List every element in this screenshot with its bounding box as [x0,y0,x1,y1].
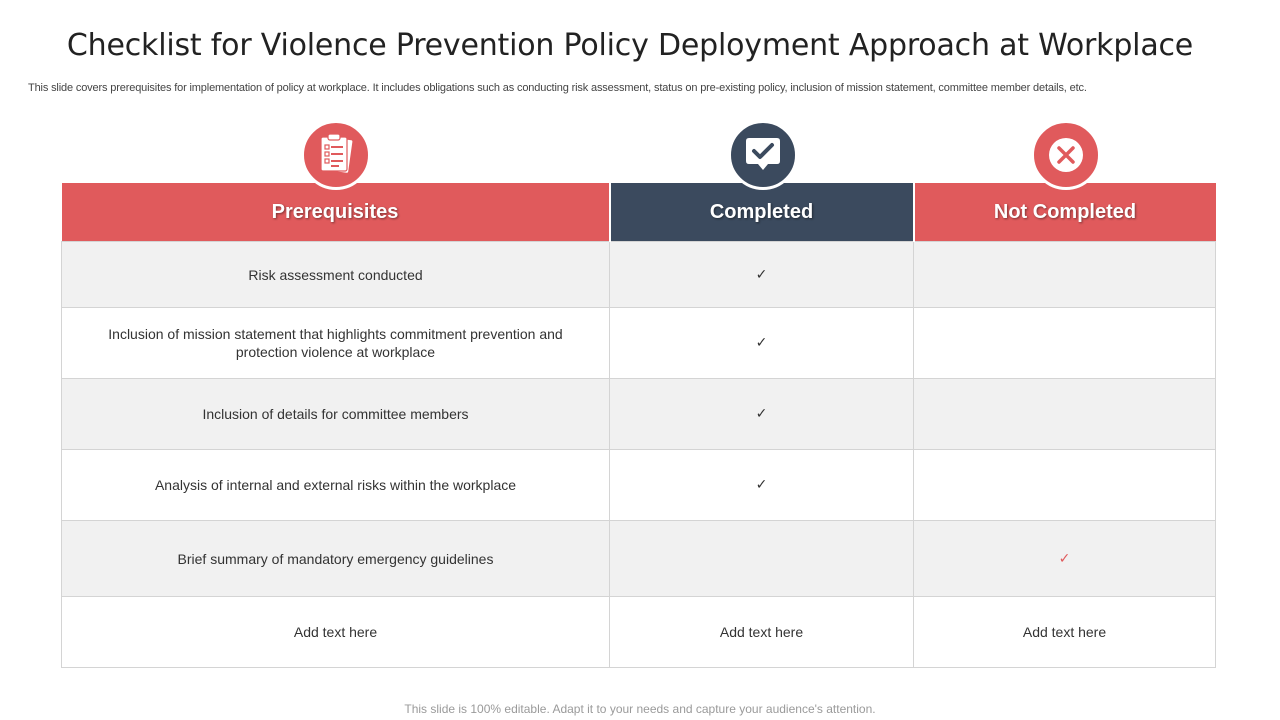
not-completed-cell [914,450,1216,521]
completed-check-icon: ✓ [610,450,914,521]
header-not-completed: Not Completed [914,183,1216,242]
checklist-table [61,183,1216,668]
table-row [62,597,1216,668]
prerequisite-cell: Inclusion of mission statement that highlights commitment prevention and protection violence at workplace [62,308,610,379]
prerequisite-cell: Analysis of internal and external risks within the workplace [62,450,610,521]
clipboard-checklist-icon [301,120,371,190]
table-row [62,521,1216,597]
header-prerequisites: Prerequisites [62,183,610,242]
slide-footer: This slide is 100% editable. Adapt it to your needs and capture your audience's attention. [404,702,876,716]
chat-check-icon [728,120,798,190]
table-row [62,450,1216,521]
not-completed-check-icon: ✓ [914,521,1216,597]
completed-check-icon: ✓ [610,379,914,450]
not-completed-cell [914,242,1216,308]
completed-check-icon: ✓ [610,242,914,308]
prerequisite-cell: Brief summary of mandatory emergency guidelines [62,521,610,597]
table-row [62,308,1216,379]
not-completed-cell [914,308,1216,379]
table-header-row [62,183,1216,242]
table-row [62,379,1216,450]
prerequisite-cell: Risk assessment conducted [62,242,610,308]
completed-check-icon: ✓ [610,308,914,379]
slide-title: Checklist for Violence Prevention Policy Deployment Approach at Workplace [66,28,1194,63]
prerequisite-cell: Add text here [62,597,610,668]
close-x-icon [1031,120,1101,190]
table-row [62,242,1216,308]
prerequisite-cell: Inclusion of details for committee members [62,379,610,450]
completed-cell [610,521,914,597]
not-completed-placeholder-cell: Add text here [914,597,1216,668]
header-completed: Completed [610,183,914,242]
completed-placeholder-cell: Add text here [610,597,914,668]
not-completed-cell [914,379,1216,450]
slide-subtitle: This slide covers prerequisites for implementation of policy at workplace. It includes obligations such as conducting risk assessment, status on pre-existing policy, inclusion of mission statement, committee member details, etc. [28,82,1087,94]
